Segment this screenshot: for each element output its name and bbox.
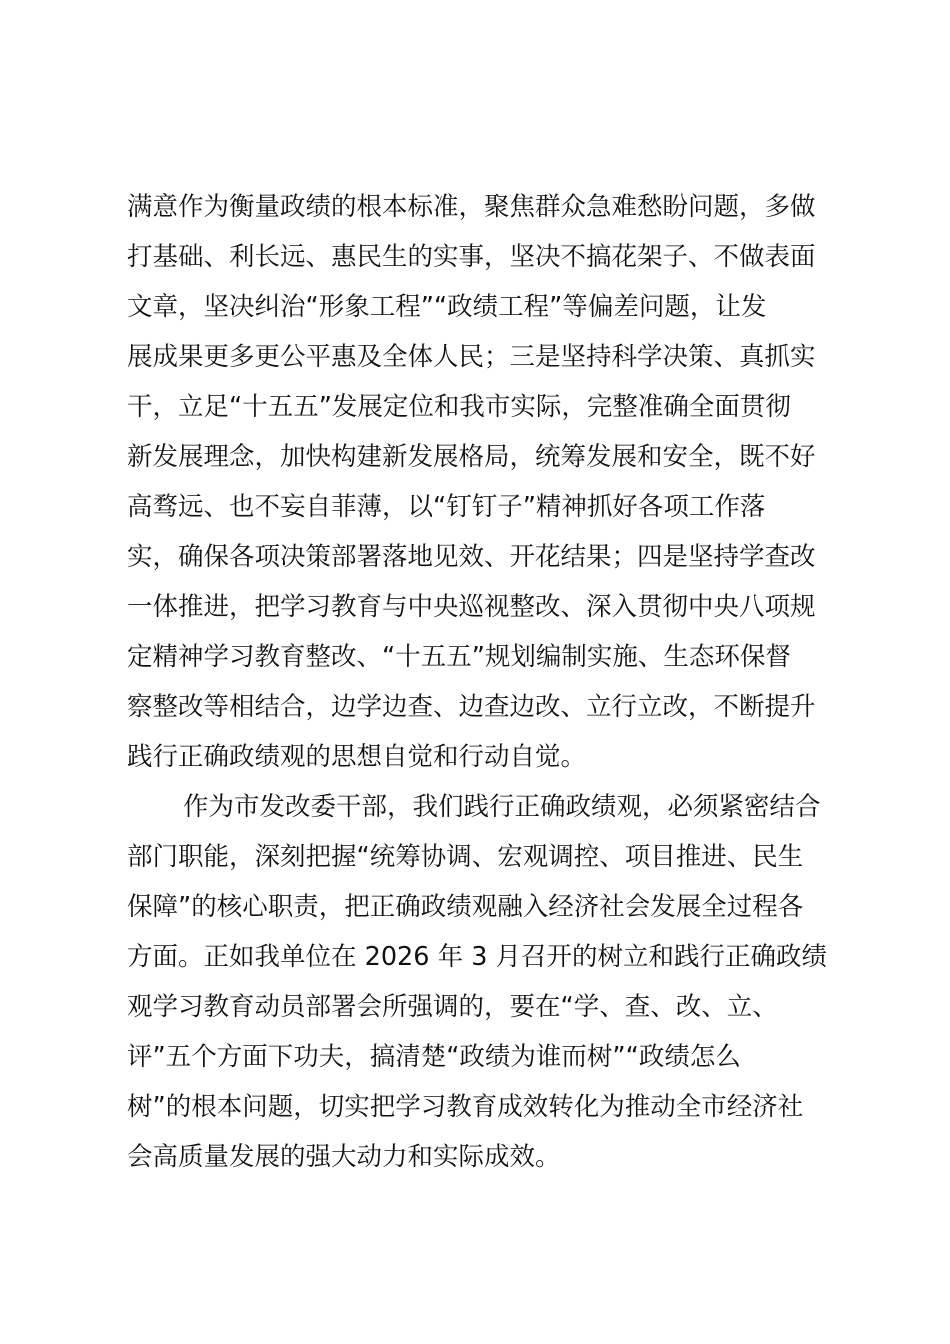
paragraph-1-line-11: 察整改等相结合，边学边查、边查边改、立行立改，不断提升 bbox=[127, 692, 816, 722]
paragraph-1-line-10: 定精神学习教育整改、“十五五”规划编制实施、生态环保督 bbox=[127, 642, 791, 672]
paragraph-2-line-6: 评”五个方面下功夫，搞清楚“政绩为谁而树”“政绩怎么 bbox=[127, 1042, 741, 1072]
paragraph-2-line-2: 部门职能，深刻把握“统筹协调、宏观调控、项目推进、民生 bbox=[127, 842, 804, 872]
paragraph-2-line-3: 保障”的核心职责，把正确政绩观融入经济社会发展全过程各 bbox=[127, 892, 804, 922]
paragraph-2-line-5: 观学习教育动员部署会所强调的，要在“学、查、改、立、 bbox=[127, 992, 778, 1022]
document-body bbox=[127, 182, 833, 1182]
paragraph-1-line-1: 满意作为衡量政绩的根本标准，聚焦群众急难愁盼问题，多做 bbox=[127, 192, 816, 222]
paragraph-2-line-4: 方面。正如我单位在 2026 年 3 月召开的树立和践行正确政绩 bbox=[127, 942, 828, 972]
paragraph-1-line-5: 干，立足“十五五”发展定位和我市实际，完整准确全面贯彻 bbox=[127, 392, 791, 422]
paragraph-1-line-8: 实，确保各项决策部署落地见效、开花结果；四是坚持学查改 bbox=[127, 542, 816, 572]
paragraph-1-line-9: 一体推进，把学习教育与中央巡视整改、深入贯彻中央八项规 bbox=[127, 592, 816, 622]
paragraph-2-line-7: 树”的根本问题，切实把学习教育成效转化为推动全市经济社 bbox=[127, 1092, 804, 1122]
paragraph-1-line-4: 展成果更多更公平惠及全体人民；三是坚持科学决策、真抓实 bbox=[127, 342, 816, 372]
paragraph-1-line-7: 高骛远、也不妄自菲薄，以“钉钉子”精神抓好各项工作落 bbox=[127, 492, 766, 522]
paragraph-1-line-12: 践行正确政绩观的思想自觉和行动自觉。 bbox=[127, 742, 587, 772]
paragraph-2-line-8: 会高质量发展的强大动力和实际成效。 bbox=[127, 1142, 561, 1172]
paragraph-2-line-1: 作为市发改委干部，我们践行正确政绩观，必须紧密结合 bbox=[183, 792, 821, 822]
paragraph-1-line-3: 文章，坚决纠治“形象工程”“政绩工程”等偏差问题，让发 bbox=[127, 292, 767, 322]
paragraph-1-line-2: 打基础、利长远、惠民生的实事，坚决不搞花架子、不做表面 bbox=[127, 242, 816, 272]
paragraph-1-line-6: 新发展理念，加快构建新发展格局，统筹发展和安全，既不好 bbox=[127, 442, 816, 472]
